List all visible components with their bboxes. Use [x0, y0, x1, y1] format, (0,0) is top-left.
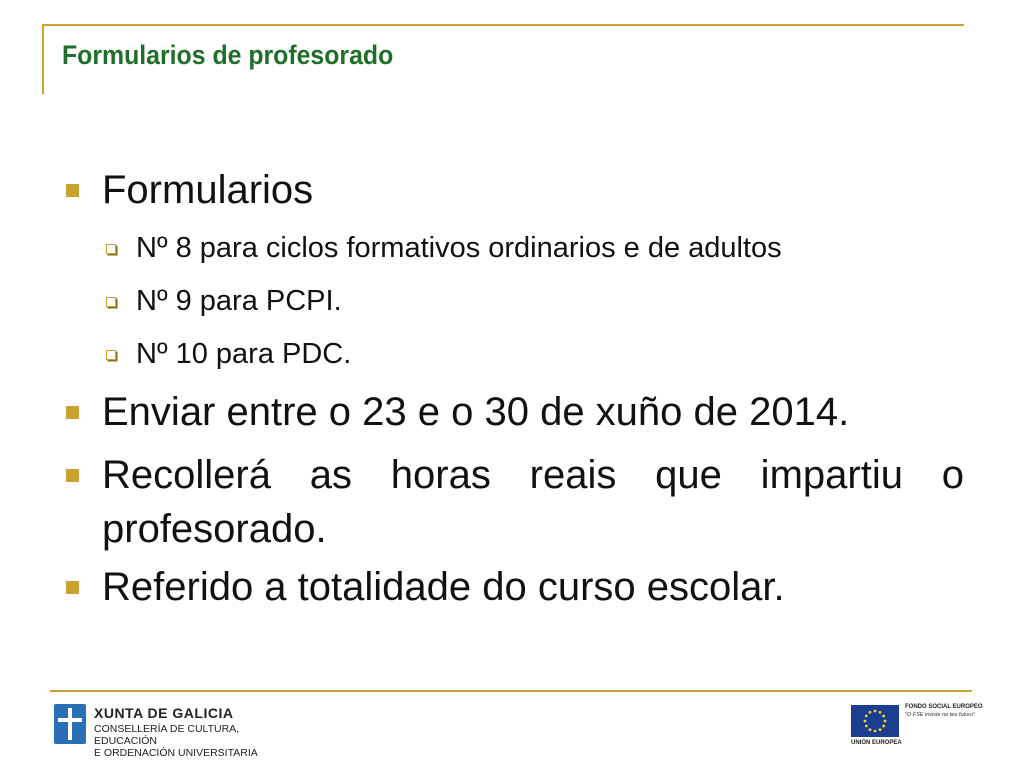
square-bullet-icon — [66, 184, 79, 197]
fse-motto: "O FSE inviste no teu futuro" — [905, 712, 975, 718]
hollow-square-bullet-icon — [106, 350, 116, 360]
eu-caption: UNIÓN EUROPEA — [851, 740, 902, 746]
bullet-text-line1: Recollerá as horas reais que impartiu o — [102, 453, 964, 497]
slide-title: Formularios de profesorado — [62, 40, 394, 70]
square-bullet-icon — [66, 581, 79, 594]
xunta-name: XUNTA DE GALICIA — [94, 705, 234, 721]
bullet-item — [102, 385, 964, 439]
sub-bullet-text: Nº 10 para PDC. — [136, 338, 352, 370]
fse-title: FONDO SOCIAL EUROPEO — [905, 704, 983, 710]
bullet-text-line2: profesorado. — [102, 507, 327, 551]
bullet-text: Enviar entre o 23 e o 30 de xuño de 2014. — [102, 390, 850, 434]
xunta-dept-line1: CONSELLERÍA DE CULTURA, EDUCACIÓN — [94, 723, 240, 747]
bullet-text: Referido a totalidade do curso escolar. — [102, 565, 785, 609]
xunta-dept-line2: E ORDENACIÓN UNIVERSITARIA — [94, 747, 258, 759]
sub-bullet-text: Nº 9 para PCPI. — [136, 285, 342, 317]
sub-bullet-item — [136, 283, 966, 319]
bullet-item — [102, 163, 964, 217]
sub-bullet-item — [136, 336, 966, 372]
hollow-square-bullet-icon — [106, 244, 116, 254]
bullet-text: Formularios — [102, 168, 314, 212]
footer-rule — [50, 690, 972, 692]
xunta-department — [94, 723, 294, 759]
xunta-crest-icon — [54, 704, 86, 744]
hollow-square-bullet-icon — [106, 297, 116, 307]
square-bullet-icon — [66, 406, 79, 419]
sub-bullet-item — [136, 230, 966, 266]
bullet-item — [102, 448, 964, 556]
sub-bullet-text: Nº 8 para ciclos formativos ordinarios e de adultos — [136, 232, 782, 264]
eu-flag-icon — [851, 705, 899, 737]
bullet-item — [102, 560, 964, 614]
square-bullet-icon — [66, 469, 79, 482]
